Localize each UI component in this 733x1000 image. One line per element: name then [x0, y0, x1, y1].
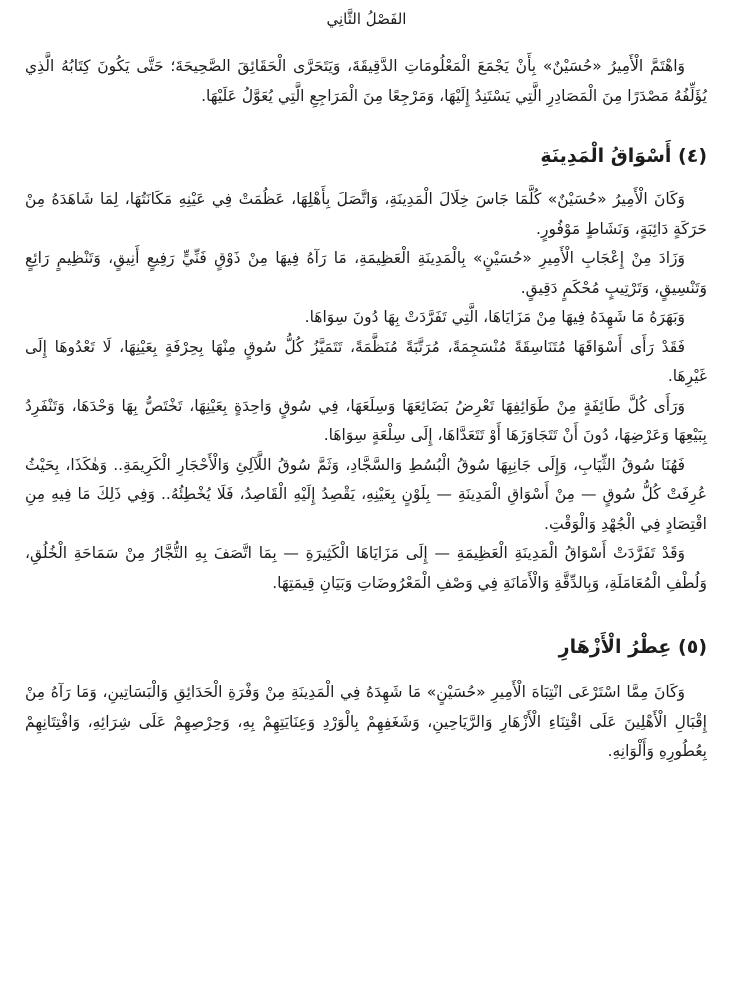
paragraph: فَقَدْ رَأَى أَسْوَاقَهَا مُتَنَاسِقَةً مُنْسَجِمَةً، مُرَتَّبَةً مُنَظَّمَةً، تَتَمَيَّزُ كُلُّ سُوقٍ مِنْهَا بِحِرْفَةٍ بِعَيْنِهَا، لَا تَعْدُوهَا إِلَى غَيْرِهَا. — [25, 337, 707, 385]
paragraph: وَكَانَ الْأَمِيرُ «حُسَيْنٌ» كُلَّمَا جَاسَ خِلَالَ الْمَدِينَةِ، وَاتَّصَلَ بِأَهْلِهَا، عَظُمَتْ فِي عَيْنِهِ مَكَانَتُهَا، لِمَا شَاهَدَهُ مِنْ حَرَكَةٍ دَائِبَةٍ، وَنَشَاطٍ مَوْفُورٍ. — [25, 190, 707, 238]
section-heading: (٥) عِطْرُ الْأَزْهَارِ — [558, 636, 707, 658]
section-flower-scent — [25, 632, 707, 767]
paragraph: وَزَادَ مِنْ إِعْجَابِ الْأَمِيرِ «حُسَيْنٍ» بِالْمَدِينَةِ الْعَظِيمَةِ، مَا رَآهُ فِيهَا مِنْ ذَوْقٍ فَنِّيٍّ رَفِيعٍ أَنِيقٍ، وَتَنْظِيمٍ رَائِعٍ وَتَنْسِيقٍ، وَتَرْتِيبٍ مُحْكَمٍ دَقِيقٍ. — [25, 249, 707, 297]
section-heading: (٤) أَسْوَاقُ الْمَدِينَةِ — [540, 145, 707, 167]
paragraph: وَكَانَ مِمَّا اسْتَرْعَى انْتِبَاهَ الْأَمِيرِ «حُسَيْنٍ» مَا شَهِدَهُ فِي الْمَدِينَةِ مِنْ وَفْرَةِ الْحَدَائِقِ وَالْبَسَاتِينِ، وَمَا رَآهُ مِنْ إِقْبَالِ الْأَهْلِينَ عَلَى اقْتِنَاءِ الْأَزْهَارِ وَالرَّيَاحِينِ، وَشَغَفِهِمْ بِالْوَرْدِ وَعِنَايَتِهِمْ بِهِ، وَحِرْصِهِمْ عَلَى شِرَائِهِ، وَافْتِتَانِهِمْ بِعُطُورِهِ وَأَلْوَانِهِ. — [25, 683, 707, 760]
intro-paragraph: وَاهْتَمَّ الْأَمِيرُ «حُسَيْنٌ» بِأَنْ يَجْمَعَ الْمَعْلُومَاتِ الدَّقِيقَةَ، وَيَتَحَرَّى الْحَقَائِقَ الصَّحِيحَةَ؛ حَتَّى يَكُونَ كِتَابُهُ الَّذِي يُؤَلِّفُهُ مَصْدَرًا مِنَ الْمَصَادِرِ الَّتِي يَسْتَنِدُ إِلَيْهَا، وَمَرْجِعًا مِنَ الْمَرَاجِعِ الَّتِي يُعَوَّلُ عَلَيْهَا. — [25, 57, 707, 105]
page-header: الفَصْلُ الثَّانِي — [326, 10, 407, 28]
page-body — [25, 52, 707, 767]
paragraph: وَبَهَرَهُ مَا شَهِدَهُ فِيهَا مِنْ مَزَايَاهَا، الَّتِي تَفَرَّدَتْ بِهَا دُونَ سِوَاهَا. — [304, 308, 685, 326]
paragraph: فَهُنَا سُوقُ الثِّيَابِ، وَإِلَى جَانِبِهَا سُوقُ الْبُسُطِ وَالسَّجَّادِ، وَثَمَّ سُوقُ اللَّآلِئِ وَالْأَحْجَارِ الْكَرِيمَةِ.. وَهٰكَذَا، بِحَيْثُ عُرِفَتْ كُلُّ سُوقٍ — مِنْ أَسْوَاقِ الْمَدِينَةِ — بِلَوْنٍ بِعَيْنِهِ، يَقْصِدُ إِلَيْهِ الْقَاصِدُ، فَلَا يُخْطِئُهُ.. وَفِي ذَلِكَ مَا فِيهِ مِنِ اقْتِصَادٍ فِي الْجُهْدِ وَالْوَقْتِ. — [25, 455, 707, 533]
paragraph: وَرَأَى كُلَّ طَائِفَةٍ مِنْ طَوَائِفِهَا تَعْرِضُ بَضَائِعَهَا وَسِلَعَهَا، فِي سُوقٍ وَاحِدَةٍ بِعَيْنِهَا، تَخْتَصُّ بِهَا وَحْدَهَا، وَتَنْفَرِدُ بِبَيْعِهَا وَعَرْضِهَا، دُونَ أَنْ تَتَجَاوَزَهَا أَوْ تَتَعَدَّاهَا، إِلَى سِلْعَةٍ سِوَاهَا. — [25, 396, 707, 444]
paragraph: وَقَدْ تَفَرَّدَتْ أَسْوَاقُ الْمَدِينَةِ الْعَظِيمَةِ — إِلَى مَزَايَاهَا الْكَثِيرَةِ — بِمَا اتَّصَفَ بِهِ التُّجَّارُ مِنْ سَمَاحَةِ الْخُلُقِ، وَلُطْفِ الْمُعَامَلَةِ، وَبِالدِّقَّةِ وَالْأَمَانَةِ فِي وَصْفِ الْمَعْرُوضَاتِ وَبَيَانِ قِيمَتِهَا. — [25, 544, 707, 592]
section-markets — [25, 141, 707, 598]
